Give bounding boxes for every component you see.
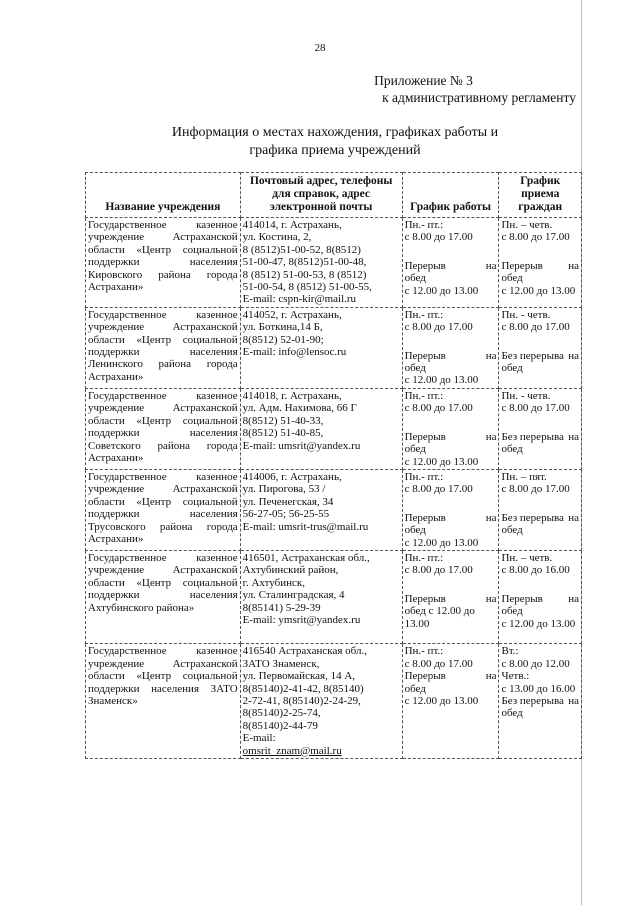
work-days: Пн.- пт.: [404, 308, 444, 321]
work-break [405, 431, 497, 443]
header-work: График работы [402, 173, 499, 218]
reception-days: Четв.: [501, 670, 530, 683]
address-line: ул. Печенегская, 34 [242, 495, 334, 508]
work-schedule [402, 644, 499, 759]
break-label: Без перерыва [501, 430, 564, 443]
reception-hours: с 8.00 до 17.00 [501, 483, 570, 496]
document-title [150, 124, 520, 160]
work-schedule [402, 469, 499, 550]
reception-hours: с 8.00 до 17.00 [501, 321, 570, 334]
address-line: 51-00-47, 8(8512)51-00-48, [242, 256, 367, 269]
break-word: обед [404, 443, 426, 456]
address-line: 2-72-41, 8(85140)2-24-29, [242, 695, 361, 707]
break-word: обед [501, 524, 523, 537]
work-schedule [402, 550, 499, 643]
break-time: с 12.00 до 13.00 [404, 284, 479, 297]
table-row [86, 307, 582, 388]
break-label: Перерыв [501, 592, 543, 605]
institution-address [240, 644, 402, 759]
address-line: 51-00-54, 8 (8512) 51-00-55, [242, 281, 372, 294]
break-word: обед [501, 707, 523, 720]
work-hours: с 8.00 до 17.00 [404, 321, 473, 334]
address-line: 8(8512) 51-40-85, [242, 427, 324, 440]
work-hours: с 8.00 до 17.00 [404, 564, 473, 577]
header-reception: График приема граждан [499, 173, 582, 218]
reception-break [501, 350, 579, 362]
table-row [86, 469, 582, 550]
reception-schedule [499, 307, 582, 388]
work-break [405, 670, 497, 682]
address-line: 8(8512) 52-01-90; [242, 333, 324, 346]
break-on: на [485, 592, 497, 605]
break-on: на [568, 349, 579, 362]
address-line: 8 (8512)51-00-52, 8(8512) [242, 243, 361, 256]
institution-address [240, 550, 402, 643]
appendix-reference: к административному регламенту [382, 90, 576, 105]
reception-days: Пн. – четв. [501, 551, 553, 564]
break-time: с 12.00 до 13.00 [404, 455, 479, 468]
address-line: 414014, г. Астрахань, [242, 219, 342, 231]
work-schedule [402, 388, 499, 469]
address-line: 416501, Астраханская обл., [242, 551, 370, 564]
break-label: Перерыв [404, 592, 446, 605]
work-hours: с 8.00 до 17.00 [404, 483, 473, 496]
address-line: ул. Сталинградская, 4 [242, 589, 345, 602]
table-row [86, 218, 582, 308]
title-line-2: графика приема учреждений [249, 143, 421, 158]
work-days: Пн.- пт.: [404, 389, 444, 402]
reception-schedule [499, 218, 582, 308]
reception-hours: с 8.00 до 16.00 [501, 564, 570, 577]
break-on: на [568, 695, 579, 707]
page-number: 28 [314, 42, 326, 54]
work-schedule [402, 307, 499, 388]
break-word: обед [404, 524, 426, 537]
institution-address [240, 388, 402, 469]
work-days: Пн.- пт.: [404, 645, 444, 658]
header-name: Название учреждения [86, 173, 241, 218]
break-label: Перерыв [404, 670, 446, 683]
institution-name: Государственное казенное учреждение Астраханской области «Центр социальной поддержки населения Кировского района города Астрахани» [86, 218, 241, 308]
break-label: Перерыв [404, 511, 446, 524]
break-on: на [568, 259, 579, 272]
institution-name: Государственное казенное учреждение Астраханской области «Центр социальной поддержки населения Ленинского района города Астрахани» [86, 307, 241, 388]
address-line: 414052, г. Астрахань, [242, 308, 342, 321]
reception-break [501, 512, 579, 524]
table-row [86, 550, 582, 643]
institution-address [240, 307, 402, 388]
break-on: на [485, 259, 497, 272]
reception-break [501, 260, 579, 272]
institution-address [240, 218, 402, 308]
address-line: ул. Боткина,14 Б, [242, 321, 323, 334]
address-email: omsrit_znam@mail.ru [242, 744, 342, 757]
address-line: 8(85141) 5-29-39 [242, 601, 321, 614]
break-word: обед [501, 362, 523, 375]
address-line: ЗАТО Знаменск, [242, 657, 320, 670]
reception-schedule [499, 388, 582, 469]
address-line: 8(85140)2-44-79 [242, 719, 318, 732]
break-word: обед [501, 605, 523, 618]
work-break [405, 260, 497, 272]
reception-days: Вт.: [501, 645, 519, 658]
reception-schedule [499, 469, 582, 550]
address-line: ул. Костина, 2, [242, 231, 312, 244]
break-on: на [485, 349, 497, 362]
address-line: 56-27-05; 56-25-55 [242, 508, 330, 521]
address-email: E-mail: cspn-kir@mail.ru [242, 293, 357, 306]
break-time: 13.00 [404, 617, 430, 630]
reception-days: Пн. - четв. [501, 389, 551, 402]
break-word: обед [501, 443, 523, 456]
address-line: 8(8512) 51-40-33, [242, 414, 324, 427]
appendix-header [374, 72, 576, 106]
reception-hours: с 13.00 до 16.00 [501, 682, 576, 695]
address-line: г. Ахтубинск, [242, 576, 305, 589]
address-line: ул. Первомайская, 14 А, [242, 670, 356, 683]
address-line: Ахтубинский район, [242, 564, 339, 577]
table-row [86, 644, 582, 759]
work-break [405, 512, 497, 524]
break-word: обед [501, 272, 523, 285]
break-time: обед с 12.00 до [404, 605, 475, 618]
address-line: ул. Адм. Нахимова, 66 Г [242, 402, 357, 415]
institution-name [86, 644, 241, 759]
reception-days: Пн. – пят. [501, 470, 547, 483]
break-on: на [568, 430, 579, 443]
institution-name: Государственное казенное учреждение Астраханской области «Центр социальной поддержки населения Советского района города Астрахани» [86, 388, 241, 469]
reception-schedule [499, 644, 582, 759]
reception-days: Пн. – четв. [501, 219, 553, 231]
header-address: Почтовый адрес, телефоны для справок, адрес электронной почты [240, 173, 402, 218]
address-line: 8 (8512) 51-00-53, 8 (8512) [242, 268, 367, 281]
reception-hours: с 8.00 до 17.00 [501, 231, 570, 244]
work-days: Пн.- пт.: [404, 551, 444, 564]
break-label: Перерыв [404, 349, 446, 362]
break-label: Без перерыва [501, 511, 564, 524]
reception-break [501, 593, 579, 605]
break-time: с 12.00 до 13.00 [404, 374, 479, 387]
title-line-1: Информация о местах нахождения, графиках работы и [171, 125, 499, 140]
break-label: Перерыв [404, 430, 446, 443]
break-word: обед [404, 362, 426, 375]
reception-hours: с 8.00 до 12.00 [501, 657, 570, 670]
address-line: 414018, г. Астрахань, [242, 389, 342, 402]
reception-days: Пн. - четв. [501, 308, 551, 321]
address-email-label: E-mail: [242, 732, 276, 745]
appendix-number: Приложение № 3 [374, 73, 473, 88]
break-on: на [485, 670, 497, 683]
institution-name: Государственное казенное учреждение Астраханской области «Центр социальной поддержки населения Ахтубинского района» [86, 550, 241, 643]
address-line: 416540 Астраханская обл., [242, 645, 367, 658]
break-label: Без перерыва [501, 695, 564, 707]
break-on: на [485, 430, 497, 443]
address-email: E-mail: umsrit-trus@mail.ru [242, 520, 369, 533]
work-schedule [402, 218, 499, 308]
reception-schedule [499, 550, 582, 643]
break-on: на [568, 592, 579, 605]
reception-break [501, 695, 579, 707]
break-time: с 12.00 до 13.00 [501, 284, 576, 297]
address-email: E-mail: ymsrit@yandex.ru [242, 613, 361, 626]
address-line: 8(85140)2-41-42, 8(85140) [242, 682, 364, 695]
address-line: ул. Пирогова, 53 / [242, 483, 326, 496]
table-header-row [86, 173, 582, 218]
table-row [86, 388, 582, 469]
work-hours: с 8.00 до 17.00 [404, 402, 473, 415]
reception-hours: с 8.00 до 17.00 [501, 402, 570, 415]
break-time: с 12.00 до 13.00 [404, 536, 479, 549]
reception-break [501, 431, 579, 443]
work-days: Пн.- пт.: [404, 470, 444, 483]
institution-address [240, 469, 402, 550]
break-time: с 12.00 до 13.00 [404, 695, 479, 707]
address-line: 414006, г. Астрахань, [242, 470, 342, 483]
work-hours: с 8.00 до 17.00 [404, 657, 473, 670]
address-line: 8(85140)2-25-74, [242, 707, 321, 720]
break-on: на [568, 511, 579, 524]
work-hours: с 8.00 до 17.00 [404, 231, 473, 244]
work-days: Пн.- пт.: [404, 219, 444, 231]
institutions-table [85, 172, 582, 759]
work-break [405, 350, 497, 362]
break-label: Перерыв [404, 259, 446, 272]
institution-name-text: Государственное казенное учреждение Астраханской области «Центр социальной поддержки населения ЗАТО Знаменск» [88, 645, 238, 707]
work-break [405, 593, 497, 605]
institution-name: Государственное казенное учреждение Астраханской области «Центр социальной поддержки населения Трусовского района города Астрахани» [86, 469, 241, 550]
address-email: E-mail: info@lensoc.ru [242, 346, 347, 359]
break-word: обед [404, 682, 426, 695]
break-label: Перерыв [501, 259, 543, 272]
break-time: с 12.00 до 13.00 [501, 617, 576, 630]
break-label: Без перерыва [501, 349, 564, 362]
break-on: на [485, 511, 497, 524]
address-email: E-mail: umsrit@yandex.ru [242, 439, 361, 452]
break-word: обед [404, 272, 426, 285]
